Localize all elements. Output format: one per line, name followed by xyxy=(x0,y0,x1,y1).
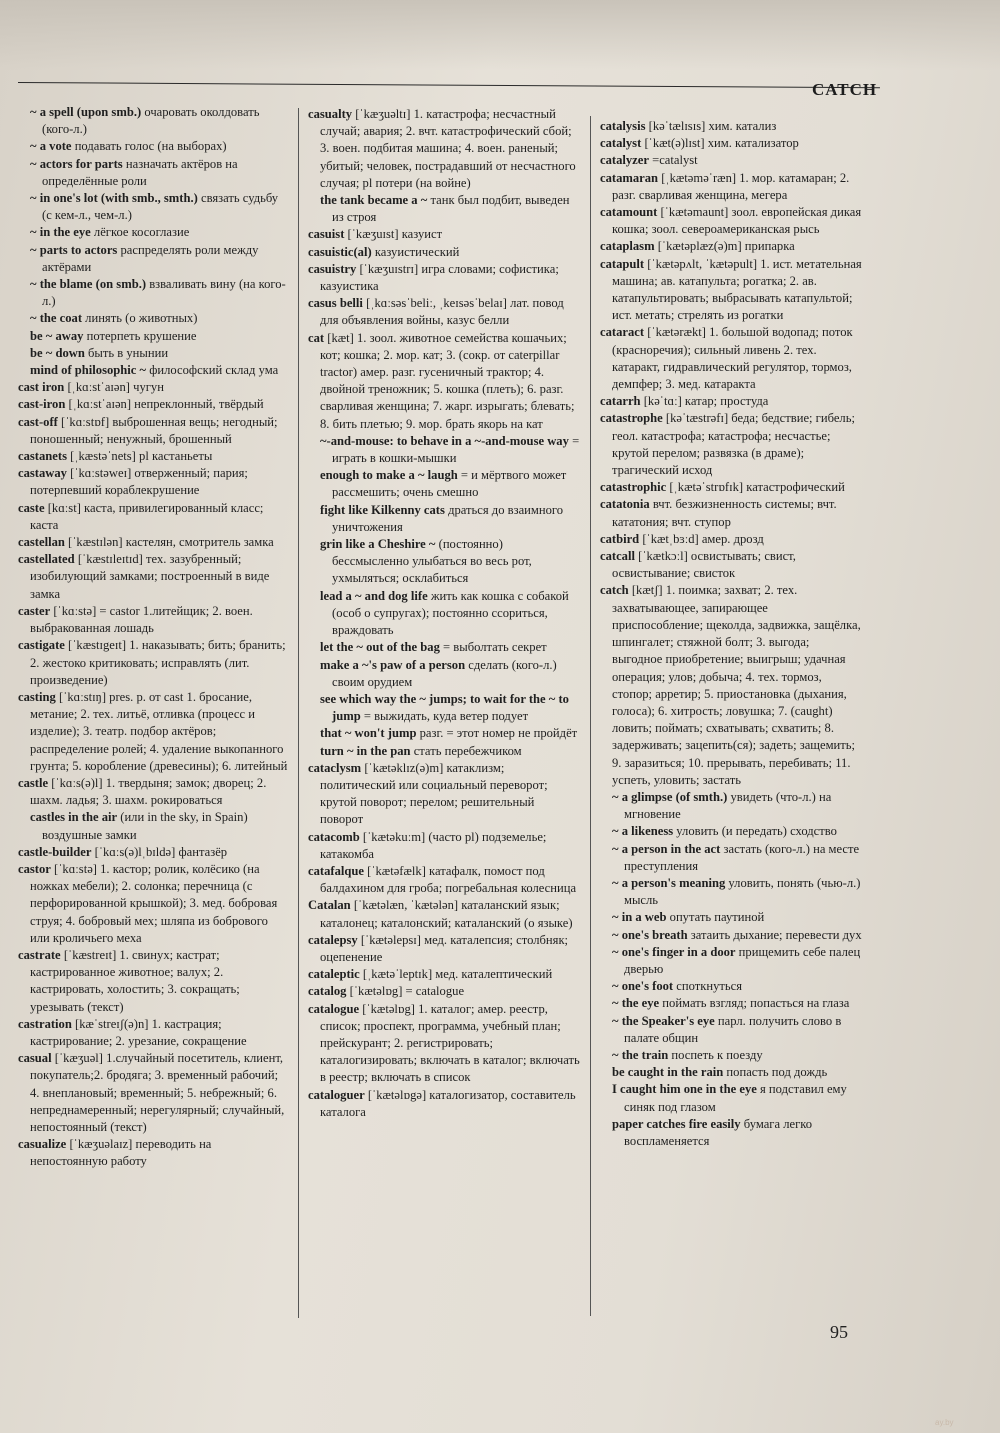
phrase: be caught in the rain xyxy=(612,1065,724,1080)
headword: catamaran xyxy=(600,170,659,185)
dictionary-entry xyxy=(308,1087,580,1121)
headword: catalogue xyxy=(308,1001,360,1016)
phrase: I caught him one in the eye xyxy=(612,1082,757,1097)
definition: парл. получить слово в палате общин xyxy=(624,1013,842,1045)
phrase-entry xyxy=(18,328,288,345)
definition: [ˈkæstɪgeɪt] 1. наказывать; бить; бранить; 2. жестоко критиковать; исправлять (лит. произведение) xyxy=(30,638,286,687)
headword: casual xyxy=(18,1051,52,1066)
definition: назначать актёров на определённые роли xyxy=(42,156,238,188)
phrase-entry xyxy=(600,841,862,875)
headword: catafalque xyxy=(308,863,364,878)
headword: catalyzer xyxy=(600,153,649,168)
headword: caste xyxy=(18,500,45,515)
header-rule xyxy=(18,82,880,88)
phrase-entry xyxy=(600,1064,862,1081)
definition: [ˈkæʒuɪstrɪ] игра словами; софистика; казуистика xyxy=(320,261,559,294)
phrase: be ~ away xyxy=(30,328,84,343)
phrase: see which way the ~ jumps; to wait for the ~ to jump xyxy=(320,691,569,724)
dictionary-entry xyxy=(308,966,580,983)
phrase-entry xyxy=(308,502,580,536)
definition: потерпеть крушение xyxy=(86,328,197,343)
phrase: ~ a person in the act xyxy=(612,841,721,856)
headword: caster xyxy=(18,603,51,618)
definition: [ˈkæʒuəlaɪz] переводить на непостоянную работу xyxy=(30,1137,212,1169)
headword: catbird xyxy=(600,531,640,546)
definition: вчт. безжизненность системы; вчт. кататония; вчт. ступор xyxy=(612,497,837,529)
phrase: ~ a person's meaning xyxy=(612,875,726,890)
definition: (или in the sky, in Spain) воздушные замки xyxy=(42,810,248,842)
definition: [kæt] 1. зоол. животное семейства кошачьих; кот; кошка; 2. мор. кат; 3. (сокр. от caterpillar tractor) амер. разг. гусеничный трактор; 4. двойной треножник; 5. кошка (плеть); 6. разг. сварливая женщина; 7. жарг. изрыгать; блевать; 8. бить плетью; 9. мор. брать якорь на кат xyxy=(320,330,575,431)
dictionary-entry xyxy=(308,106,580,192)
definition: я подставил ему синяк под глазом xyxy=(624,1082,847,1114)
headword: castellan xyxy=(18,535,65,550)
definition: [ˈkætərækt] 1. большой водопад; поток (красноречия); сильный ливень 2. тех. катаракт, гидравлический регулятор, тормоз, демпфер; 3. мед. катаракта xyxy=(612,325,853,392)
headword: castor xyxy=(18,861,51,876)
phrase: enough to make a ~ laugh xyxy=(320,468,458,483)
phrase-entry xyxy=(600,944,862,978)
definition: [ˈkɑːs(ə)lˌbɪldə] фантазёр xyxy=(94,844,228,859)
definition: поймать взгляд; попасться на глаза xyxy=(662,996,850,1011)
running-head: CATCH xyxy=(812,80,878,99)
phrase-entry xyxy=(308,639,580,656)
phrase: ~ actors for parts xyxy=(30,156,123,171)
dictionary-entry xyxy=(18,861,288,947)
dictionary-entry xyxy=(308,226,580,243)
definition: быть в унынии xyxy=(88,345,169,360)
definition: драться до взаимного уничтожения xyxy=(332,502,564,534)
definition: поспеть к поезду xyxy=(671,1047,763,1062)
definition: [ˈkætəlæn, ˈkætələn] каталанский язык; каталонец; каталонский; каталанский (о языке) xyxy=(320,898,573,930)
phrase-entry xyxy=(600,789,862,823)
dictionary-entry xyxy=(18,689,288,775)
phrase: make a ~'s paw of a person xyxy=(320,657,466,672)
definition: [kɑːst] каста, привилегированный класс; каста xyxy=(30,500,264,532)
headword: castrate xyxy=(18,947,61,962)
dictionary-entry xyxy=(308,1001,580,1087)
dictionary-entry xyxy=(600,548,862,582)
dictionary-entry xyxy=(18,448,288,465)
phrase: turn ~ in the pan xyxy=(320,743,411,758)
definition: [ˈkætəklɪz(ə)m] катаклизм; политический или социальный переворот; крутой поворот; перелом; решительный поворот xyxy=(320,760,548,827)
phrase: fight like Kilkenny cats xyxy=(320,502,445,517)
headword: casuist xyxy=(308,227,345,242)
dictionary-entry xyxy=(600,496,862,530)
phrase: ~ a likeness xyxy=(612,824,674,839)
phrase: ~ in one's lot (with smb., smth.) xyxy=(30,191,198,206)
dictionary-entry xyxy=(18,414,288,448)
dictionary-entry xyxy=(18,534,288,551)
phrase: ~ one's finger in a door xyxy=(612,944,736,959)
phrase: ~ the train xyxy=(612,1047,669,1062)
definition: [ˈkɑːstɪŋ] pres. p. от cast 1. бросание, метание; 2. тех. литьё, отливка (процесс и изделие); 3. театр. подбор актёров; распределение ролей; 4. удаление выкопанного грунта; 5. коробление (древесины); 6. литейный xyxy=(30,689,288,773)
headword: cast-off xyxy=(18,414,58,429)
dictionary-entry xyxy=(600,256,862,325)
dictionary-entry xyxy=(18,465,288,499)
dictionary-entry xyxy=(18,775,288,809)
phrase-entry xyxy=(308,691,580,725)
headword: catalysis xyxy=(600,119,646,133)
definition: сделать (кого-л.) своим орудием xyxy=(332,657,557,689)
headword: cataract xyxy=(600,325,645,340)
headword: catalyst xyxy=(600,136,642,151)
definition: застать (кого-л.) на месте преступления xyxy=(624,841,860,873)
definition: [ˈkɑːs(ə)l] 1. твердыня; замок; дворец; 2. шахм. ладья; 3. шахм. рокироваться xyxy=(30,775,267,808)
definition: [ˈkɑːstə] = castor 1.литейщик; 2. воен. выбракованная лошадь xyxy=(30,603,253,636)
phrase-entry xyxy=(600,909,862,926)
phrase: paper catches fire easily xyxy=(612,1116,741,1131)
definition: [ˌkætəməˈræn] 1. мор. катамаран; 2. разг. сварливая женщина, мегера xyxy=(612,170,850,202)
headword: catatonia xyxy=(600,497,650,512)
dictionary-entry xyxy=(308,244,580,261)
headword: castigate xyxy=(18,638,65,653)
phrase-entry xyxy=(600,875,862,909)
definition: [ˈkæstɪleɪtɪd] тех. зазубренный; изобилующий замками; построенный в виде замка xyxy=(30,552,270,601)
phrase-entry xyxy=(18,310,288,327)
definition: разг. = этот номер не пройдёт xyxy=(419,726,578,741)
dictionary-entry xyxy=(18,379,288,396)
headword: casuistic(al) xyxy=(308,244,372,259)
dictionary-entry xyxy=(18,637,288,689)
phrase-entry xyxy=(600,1047,862,1064)
headword: catalepsy xyxy=(308,932,358,947)
dictionary-entry xyxy=(600,410,862,479)
dictionary-entry xyxy=(308,829,580,863)
definition: [ˈkætəlepsɪ] мед. каталепсия; столбняк; оцепенение xyxy=(320,932,569,964)
dictionary-entry xyxy=(600,204,862,238)
headword: cataleptic xyxy=(308,967,360,982)
phrase: ~ a glimpse (of smth.) xyxy=(612,789,728,804)
headword: cast iron xyxy=(18,380,65,395)
dictionary-entry xyxy=(308,932,580,966)
headword: cataplasm xyxy=(600,239,655,254)
dictionary-entry xyxy=(18,396,288,413)
phrase: ~ a vote xyxy=(30,139,72,154)
headword: castration xyxy=(18,1016,72,1031)
dictionary-entry xyxy=(18,947,288,1016)
phrase-entry xyxy=(600,1081,862,1115)
definition: [ˌkɑːstˈaɪən] чугун xyxy=(67,380,164,395)
definition: [kəˈtɑː] катар; простуда xyxy=(643,394,769,409)
definition: [ˈkɑːstɒf] выброшенная вещь; негодный; поношенный; ненужный, брошенный xyxy=(30,414,278,446)
phrase-entry xyxy=(18,345,288,362)
dictionary-entry xyxy=(308,330,580,433)
phrase: grin like a Cheshire ~ xyxy=(320,537,436,552)
phrase-entry xyxy=(18,156,288,190)
phrase-entry xyxy=(308,588,580,640)
definition: [ˈkætəlɒg] 1. каталог; амер. реестр, список; проспект, программа, учебный план; прейскурант; 2. регистрировать; каталогизировать; включать в каталог; включать в реестр; включать в список xyxy=(320,1001,580,1085)
definition: [ˈkætəkuːm] (часто pl) подземелье; катакомба xyxy=(320,829,547,861)
definition: [ˈkæʒuɪst] казуист xyxy=(347,227,443,242)
phrase-entry xyxy=(308,743,580,760)
phrase-entry xyxy=(600,927,862,944)
definition: споткнуться xyxy=(676,979,743,994)
dictionary-entry xyxy=(308,863,580,897)
phrase-entry xyxy=(600,978,862,995)
phrase: be ~ down xyxy=(30,345,85,360)
column-3 xyxy=(600,118,862,1150)
definition: [ˈkɑːstəweɪ] отверженный; пария; потерпевший кораблекрушение xyxy=(30,466,248,498)
phrase: ~-and-mouse: to behave in a ~-and-mouse way xyxy=(320,433,569,448)
dictionary-entry xyxy=(600,582,862,788)
headword: casualty xyxy=(308,107,353,121)
phrase-entry xyxy=(308,725,580,742)
definition: = выжидать, куда ветер подует xyxy=(363,709,529,724)
phrase: the tank became a ~ xyxy=(320,193,428,208)
definition: бумага легко воспламеняется xyxy=(624,1116,813,1148)
phrase: ~ in the eye xyxy=(30,225,91,240)
definition: лёгкое косоглазие xyxy=(93,225,190,240)
definition: [ˌkɑːstˈaɪən] непреклонный, твёрдый xyxy=(68,397,264,412)
headword: casualize xyxy=(18,1137,67,1152)
dictionary-entry xyxy=(18,1050,288,1136)
headword: catacomb xyxy=(308,829,360,844)
headword: castle-builder xyxy=(18,844,92,859)
definition: [kæˈstreɪʃ(ə)n] 1. кастрация; кастрирование; 2. урезание, сокращение xyxy=(30,1016,247,1048)
definition: жить как кошка с собакой (особ о супругах); постоянно ссориться, враждовать xyxy=(332,588,569,638)
definition: затаить дыхание; перевести дух xyxy=(690,927,862,942)
dictionary-entry xyxy=(18,844,288,861)
phrase-entry xyxy=(600,1013,862,1047)
definition: [ˈkɑːstə] 1. кастор; ролик, колёсико (на ножках мебели); 2. солонка; перечница (с перфорированной крышкой); 3. мед. бобровая струя; 4. бобровый мех; шляпа из бобрового или кроличьего меха xyxy=(30,861,278,945)
definition: стать перебежчиком xyxy=(413,743,522,758)
definition: уловить, понять (чью-л.) мысль xyxy=(624,875,861,908)
definition: [kəˈtæstrəfɪ] беда; бедствие; гибель; геол. катастрофа; катастрофа; несчастье; крутой перелом; развязка (в драме); трагический исход xyxy=(612,411,855,478)
definition: распределять роли между актёрами xyxy=(42,242,259,274)
definition: казуистический xyxy=(374,244,460,259)
dictionary-entry xyxy=(18,551,288,603)
dictionary-entry xyxy=(600,135,862,152)
definition: [ˌkætəˈleptɪk] мед. каталептический xyxy=(362,967,553,982)
phrase-entry xyxy=(308,536,580,588)
column-1 xyxy=(18,104,288,1171)
phrase-entry xyxy=(18,242,288,276)
dictionary-entry xyxy=(600,170,862,204)
definition: = выболтать секрет xyxy=(443,640,547,655)
dictionary-entry xyxy=(308,295,580,329)
definition: взваливать вину (на кого-л.) xyxy=(42,277,286,309)
definition: подавать голос (на выборах) xyxy=(74,139,227,154)
phrase-entry xyxy=(308,192,580,226)
dictionary-entry xyxy=(308,760,580,829)
headword: castaway xyxy=(18,466,67,481)
phrase: ~ a spell (upon smb.) xyxy=(30,105,142,119)
definition: [ˌkæstəˈnets] pl кастаньеты xyxy=(70,449,213,464)
phrase-entry xyxy=(18,224,288,241)
dictionary-entry xyxy=(600,324,862,393)
phrase-entry xyxy=(600,823,862,840)
headword: catapult xyxy=(600,256,645,271)
phrase: castles in the air xyxy=(30,810,118,825)
definition: [ˈkæt(ə)lɪst] хим. катализатор xyxy=(644,136,799,151)
definition: танк был подбит, выведен из строя xyxy=(332,193,570,225)
dictionary-entry xyxy=(600,393,862,410)
headword: castle xyxy=(18,775,49,790)
phrase: ~ the coat xyxy=(30,311,83,326)
phrase-entry xyxy=(308,433,580,467)
headword: cast-iron xyxy=(18,397,66,412)
column-divider-2 xyxy=(590,116,591,1316)
phrase: ~ parts to actors xyxy=(30,242,118,257)
definition: опутать паутиной xyxy=(669,910,765,925)
dictionary-entry xyxy=(600,152,862,169)
phrase-entry xyxy=(18,104,288,138)
headword: castanets xyxy=(18,449,67,464)
phrase-entry xyxy=(308,467,580,501)
definition: = и мёртвого может рассмешить; очень смешно xyxy=(332,468,567,500)
dictionary-entry xyxy=(600,118,862,135)
dictionary-entry xyxy=(308,261,580,295)
dictionary-entry xyxy=(600,238,862,255)
phrase: let the ~ out of the bag xyxy=(320,640,440,655)
phrase-entry xyxy=(600,995,862,1012)
phrase-entry xyxy=(18,276,288,310)
headword: catalog xyxy=(308,984,347,999)
dictionary-entry xyxy=(308,983,580,1000)
definition: (постоянно) бессмысленно улыбаться во весь рот, ухмыляться; осклабиться xyxy=(332,537,532,586)
definition: уловить (и передать) сходство xyxy=(676,824,837,839)
phrase-entry xyxy=(18,190,288,224)
definition: [kəˈtælɪsɪs] хим. катализ xyxy=(648,119,777,133)
headword: cataclysm xyxy=(308,760,362,775)
definition: [ˈkætəpʌlt, ˈkætəpult] 1. ист. метательная машина; ав. катапульта; рогатка; 2. ав. катапультировать; выбрасывать катапультой; ист. метать; стрелять из рогатки xyxy=(612,256,862,323)
definition: связать судьбу (с кем-л., чем-л.) xyxy=(42,191,279,223)
headword: cat xyxy=(308,330,325,345)
dictionary-entry xyxy=(600,531,862,548)
phrase-entry xyxy=(18,809,288,843)
page-top-shadow xyxy=(0,0,1000,70)
phrase: that ~ won't jump xyxy=(320,726,417,741)
dictionary-entry xyxy=(18,603,288,637)
phrase: ~ the eye xyxy=(612,996,660,1011)
column-divider-1 xyxy=(298,108,299,1318)
definition: [kætʃ] 1. поимка; захват; 2. тех. захватывающее, запирающее приспособление; щеколда, задвижка, защёлка, шпингалет; стяжной болт; 3. выгода; выгодное приобретение; выигрыш; удачная операция; улов; добыча; 4. тех. тормоз, стопор; арретир; 5. приостановка (дыхания, голоса); 6. хитрость; ловушка; 7. (caught) ловить; поймать; схватывать; схватить; 8. задерживать; зацепить(ся); задеть; защемить; 9. заразиться; 10. прерывать, перебивать; 11. успеть, уловить; застать xyxy=(612,583,861,787)
definition: увидеть (что-л.) на мгновение xyxy=(624,789,832,822)
dictionary-entry xyxy=(600,479,862,496)
phrase-entry xyxy=(308,657,580,691)
dictionary-entry xyxy=(18,500,288,534)
headword: casuistry xyxy=(308,261,357,276)
definition: [ˌkɑːsəsˈbeliː, ˌkeɪsəsˈbelaɪ] лат. повод для объявления войны, казус белли xyxy=(320,296,564,328)
headword: catch xyxy=(600,583,629,598)
headword: castellated xyxy=(18,552,75,567)
definition: [ˈkætəlɒg] = catalogue xyxy=(349,984,465,999)
headword: cataloguer xyxy=(308,1087,365,1102)
definition: [ˈkæstreɪt] 1. свинух; кастрат; кастрированное животное; валух; 2. кастрировать, холостить; 3. сокращать; урезывать (текст) xyxy=(30,947,240,1014)
definition: очаровать околдовать (кого-л.) xyxy=(42,105,260,137)
definition: [ˈkætəplæz(ə)m] припарка xyxy=(657,239,795,254)
dictionary-entry xyxy=(308,897,580,931)
definition: [ˈkætəfælk] катафалк, помост под балдахином для гроба; погребальная колесница xyxy=(320,863,577,896)
headword: catastrophe xyxy=(600,411,663,426)
phrase: ~ one's foot xyxy=(612,979,674,994)
dictionary-entry xyxy=(18,1136,288,1170)
column-2 xyxy=(308,106,580,1121)
headword: Catalan xyxy=(308,898,351,913)
definition: [ˌkætəˈstrɒfɪk] катастрофический xyxy=(669,480,845,495)
definition: [ˈkætəlɒgə] каталогизатор, составитель каталога xyxy=(320,1087,576,1119)
headword: catastrophic xyxy=(600,480,667,495)
definition: [ˈkætˌbɜːd] амер. дрозд xyxy=(642,531,764,546)
definition: [ˈkæstɪlən] кастелян, смотритель замка xyxy=(68,535,274,550)
definition: =catalyst xyxy=(652,153,698,168)
definition: [ˈkætəmaunt] зоол. европейская дикая кошка; зоол. североамериканская рысь xyxy=(612,205,862,237)
phrase: lead a ~ and dog life xyxy=(320,588,428,603)
phrase: mind of philosophic ~ xyxy=(30,363,147,378)
phrase-entry xyxy=(600,1116,862,1150)
definition: [ˈkætkɔːl] освистывать; свист, освистывание; свисток xyxy=(612,549,796,581)
phrase-entry xyxy=(18,362,288,379)
headword: catarrh xyxy=(600,394,641,409)
definition: [ˈkæʒuəl] 1.случайный посетитель, клиент, покупатель;2. бродяга; 3. временный рабочий; 4. внеплановый; временный; 5. небрежный; 6. непреднамеренный; нерегулярный; случайный, непостоянный (текст) xyxy=(30,1051,285,1134)
headword: catamount xyxy=(600,205,658,220)
headword: casus belli xyxy=(308,296,363,311)
dictionary-entry xyxy=(18,1016,288,1050)
headword: catcall xyxy=(600,549,635,564)
headword: casting xyxy=(18,689,56,704)
definition: линять (о животных) xyxy=(85,311,198,326)
phrase: ~ one's breath xyxy=(612,927,688,942)
definition: философский склад ума xyxy=(149,363,279,378)
phrase: ~ the blame (on smb.) xyxy=(30,277,147,292)
phrase: ~ the Speaker's eye xyxy=(612,1013,715,1028)
definition: попасть под дождь xyxy=(726,1065,828,1080)
page-number: 95 xyxy=(830,1322,848,1342)
definition: [ˈkæʒuəltɪ] 1. катастрофа; несчастный случай; авария; 2. вчт. катастрофический сбой; 3. воен. подбитая машина; 4. воен. раненый; убитый; человек, пострадавший от несчастного случая; pl потери (на войне) xyxy=(320,107,576,190)
phrase-entry xyxy=(18,138,288,155)
definition: = играть в кошки-мышки xyxy=(332,433,580,466)
definition: прищемить себе палец дверью xyxy=(624,944,861,976)
phrase: ~ in a web xyxy=(612,910,667,925)
watermark: ay.by xyxy=(935,1418,954,1427)
